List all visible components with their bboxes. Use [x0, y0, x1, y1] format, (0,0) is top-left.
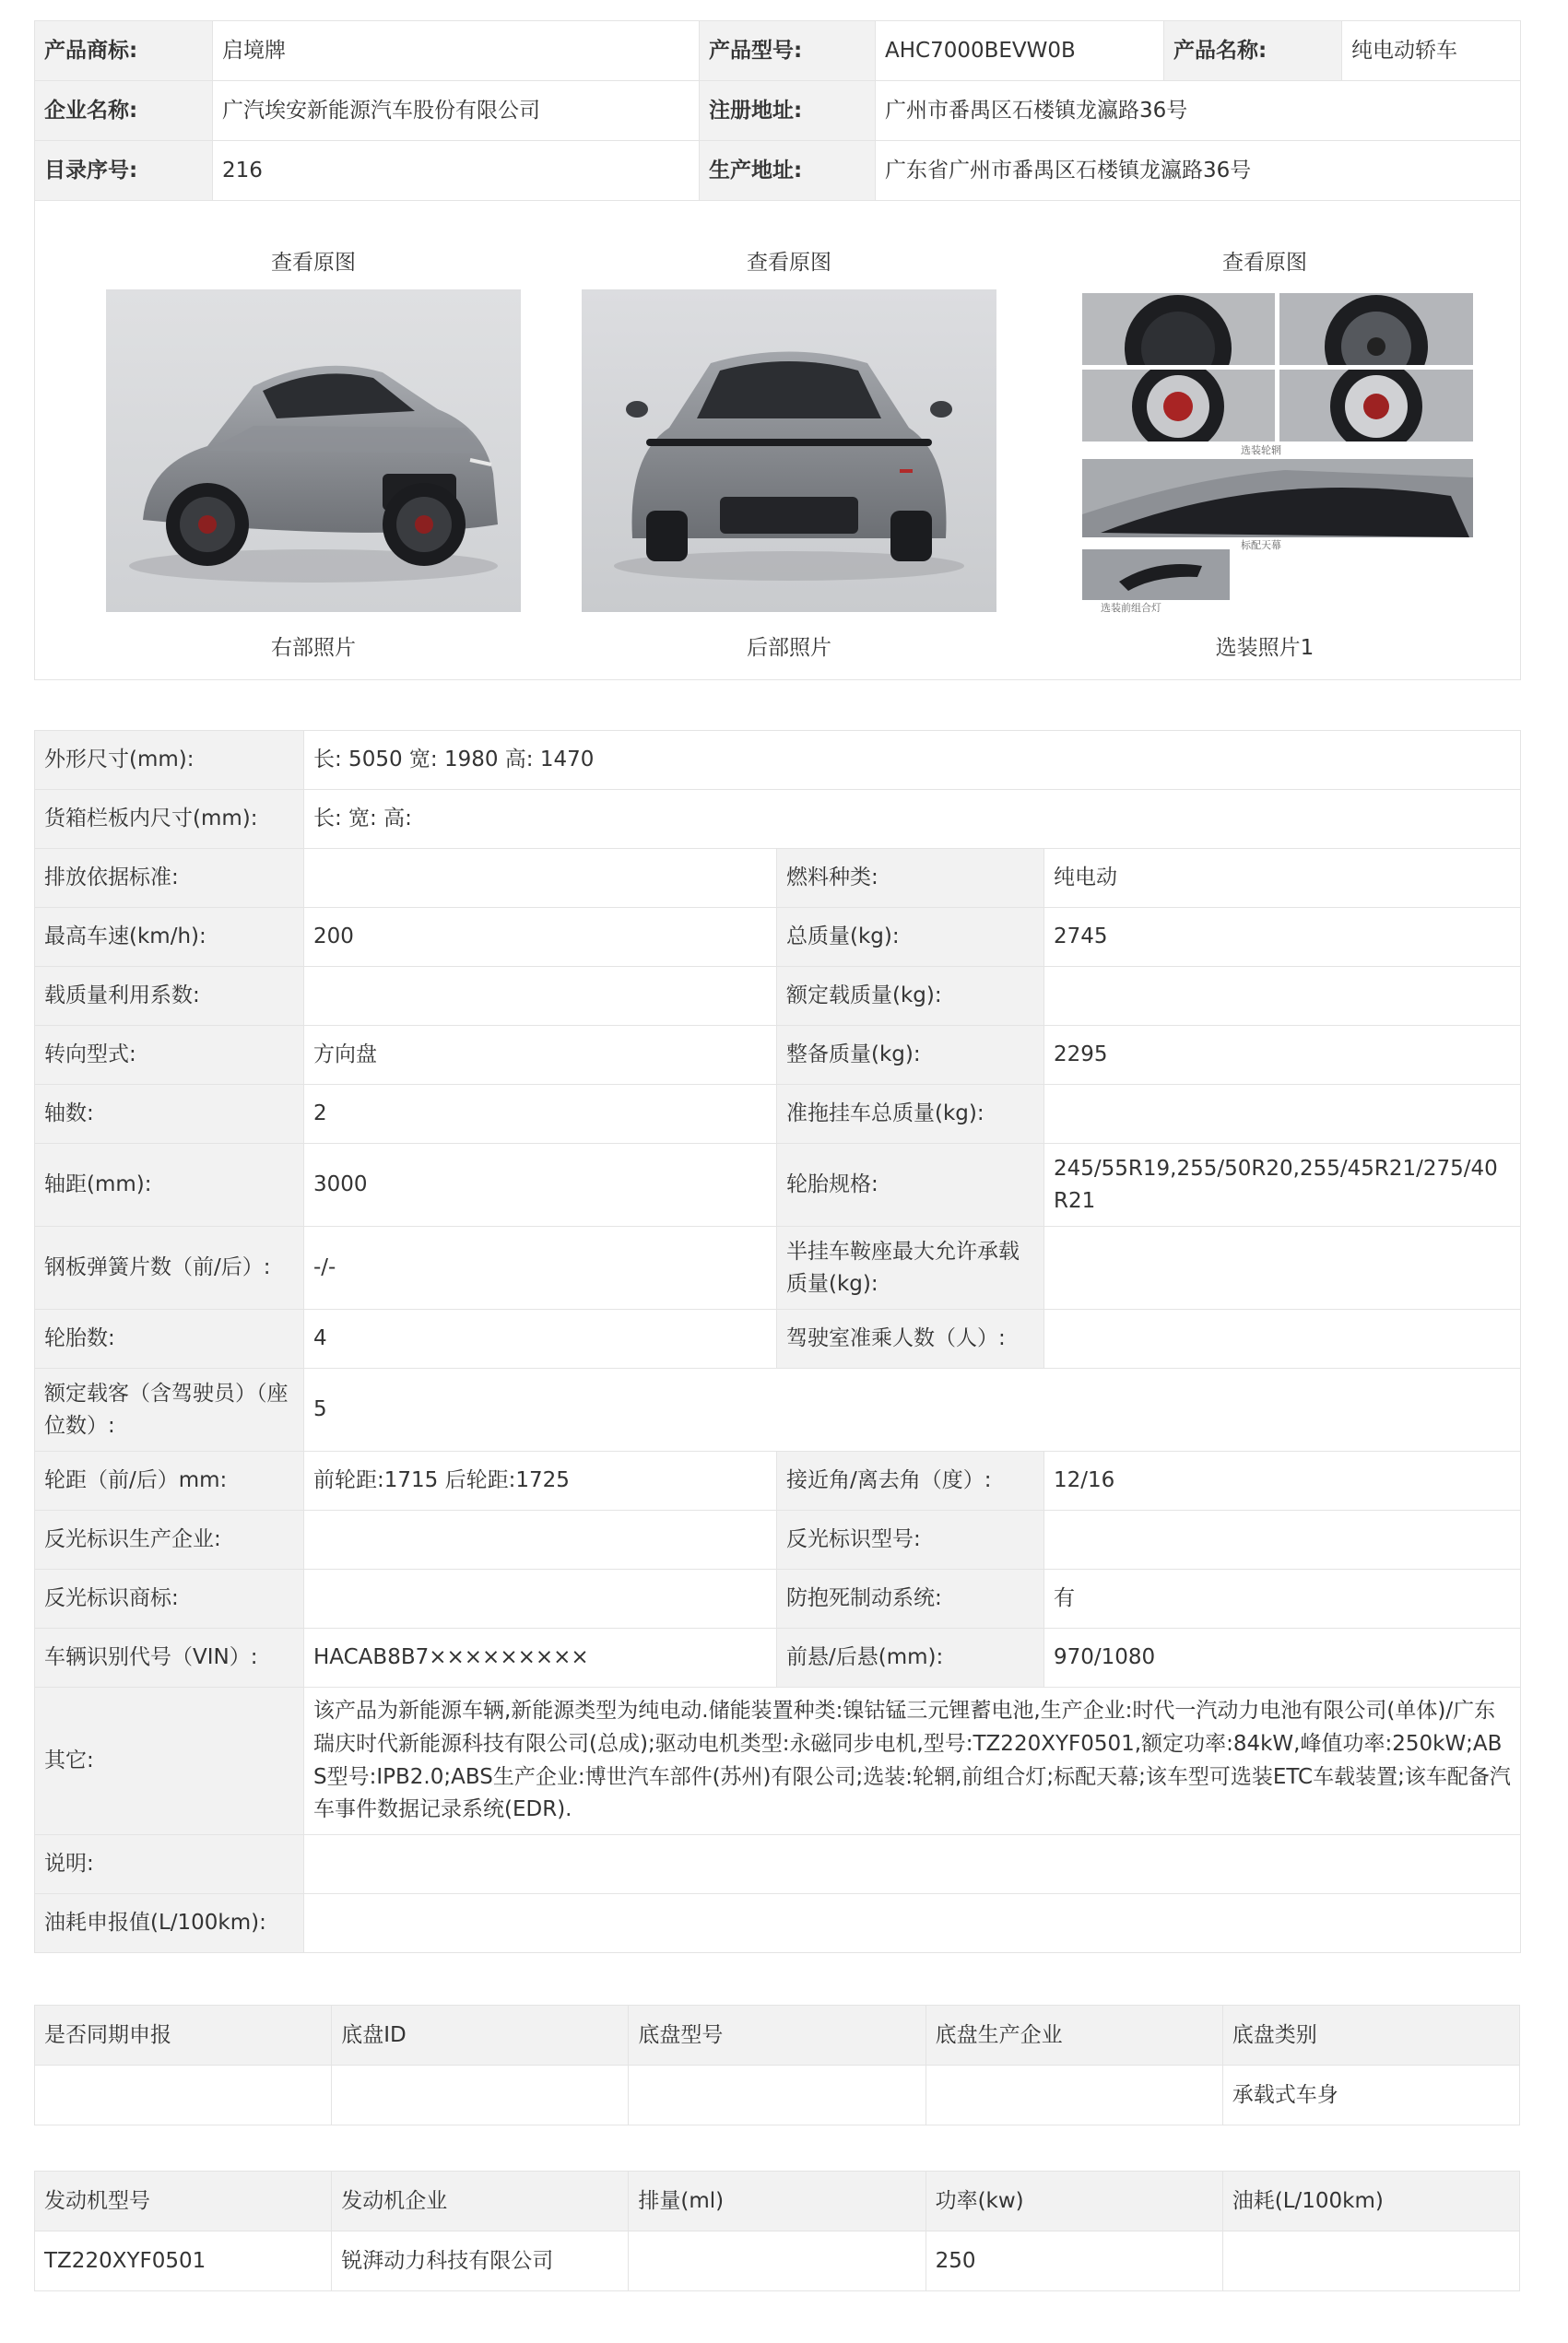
table-row: [35, 1835, 1521, 1894]
rated-load-value: [1044, 967, 1521, 1026]
table-row: [35, 21, 1521, 81]
wheelbase-label: 轴距(mm):: [35, 1144, 304, 1227]
table-row: [35, 1894, 1521, 1953]
prod-address-value: 广东省广州市番禺区石楼镇龙瀛路36号: [876, 141, 1521, 201]
reflect-brand-value: [304, 1570, 777, 1629]
curb-mass-value: 2295: [1044, 1026, 1521, 1085]
company-label: 企业名称:: [35, 81, 213, 141]
reflect-company-label: 反光标识生产企业:: [35, 1511, 304, 1570]
headlamp-tile: [1082, 549, 1230, 600]
fuel-label: 燃料种类:: [777, 849, 1044, 908]
car-rear-image: [582, 289, 996, 612]
wheel-image: [1279, 293, 1473, 365]
wheel-tile: [1279, 370, 1473, 442]
steering-label: 转向型式:: [35, 1026, 304, 1085]
engine-cell: TZ220XYF0501: [35, 2231, 332, 2291]
table-row: [35, 2231, 1520, 2291]
reflect-model-label: 反光标识型号:: [777, 1511, 1044, 1570]
angle-label: 接近角/离去角（度）:: [777, 1452, 1044, 1511]
wheel-image: [1279, 370, 1473, 442]
vin-value: HACAB8B7×××××××××: [304, 1629, 777, 1688]
track-label: 轮距（前/后）mm:: [35, 1452, 304, 1511]
chassis-cell: [332, 2066, 629, 2125]
model-label: 产品型号:: [700, 21, 876, 81]
engine-cell: [629, 2231, 925, 2291]
table-row: [35, 1085, 1521, 1144]
emission-label: 排放依据标准:: [35, 849, 304, 908]
overhang-label: 前悬/后悬(mm):: [777, 1629, 1044, 1688]
chassis-cell: [925, 2066, 1222, 2125]
photo-caption: 选装照片1: [1215, 636, 1315, 660]
chassis-cell: [629, 2066, 925, 2125]
photo-area: [35, 201, 1521, 680]
right-side-car-photo: [106, 289, 521, 612]
table-row: [35, 731, 1521, 790]
cab-label: 驾驶室准乘人数（人）:: [777, 1310, 1044, 1369]
sunroof-tile: [1082, 459, 1473, 537]
cargo-label: 货箱栏板内尺寸(mm):: [35, 790, 304, 849]
total-mass-label: 总质量(kg):: [777, 908, 1044, 967]
photo-caption: 右部照片: [271, 636, 356, 660]
fuel-value: 纯电动: [1044, 849, 1521, 908]
optional-collage: [1082, 293, 1473, 614]
reflect-model-value: [1044, 1511, 1521, 1570]
photo-row: [35, 201, 1521, 680]
engine-header: 油耗(L/100km): [1222, 2172, 1519, 2231]
company-value: 广汽埃安新能源汽车股份有限公司: [213, 81, 700, 141]
view-original-link[interactable]: 查看原图: [747, 251, 831, 275]
reg-address-value: 广州市番禺区石楼镇龙瀛路36号: [876, 81, 1521, 141]
dimensions-value: 长: 5050 宽: 1980 高: 1470: [304, 731, 1521, 790]
axles-label: 轴数:: [35, 1085, 304, 1144]
speed-value: 200: [304, 908, 777, 967]
speed-label: 最高车速(km/h):: [35, 908, 304, 967]
fuel-consumption-label: 油耗申报值(L/100km):: [35, 1894, 304, 1953]
sunroof-image: [1082, 459, 1473, 537]
chassis-header: 底盘生产企业: [925, 2006, 1222, 2066]
saddle-label: 半挂车鞍座最大允许承载质量(kg):: [777, 1227, 1044, 1310]
table-row: [35, 1369, 1521, 1452]
brand-value: 启境牌: [213, 21, 700, 81]
table-row: [35, 849, 1521, 908]
reflect-brand-label: 反光标识商标:: [35, 1570, 304, 1629]
trailer-label: 准拖挂车总质量(kg):: [777, 1085, 1044, 1144]
table-row: [35, 1688, 1521, 1835]
car-side-image: [106, 289, 521, 612]
chassis-table: [34, 2005, 1520, 2125]
table-header-row: [35, 2172, 1520, 2231]
overhang-value: 970/1080: [1044, 1629, 1521, 1688]
chassis-cell: [35, 2066, 332, 2125]
tires-label: 轮胎数:: [35, 1310, 304, 1369]
table-row: [35, 2066, 1520, 2125]
angle-value: 12/16: [1044, 1452, 1521, 1511]
tire-spec-value: 245/55R19,255/50R20,255/45R21/275/40R21: [1044, 1144, 1521, 1227]
engine-header: 排量(ml): [629, 2172, 925, 2231]
catalog-label: 目录序号:: [35, 141, 213, 201]
spring-label: 钢板弹簧片数（前/后）:: [35, 1227, 304, 1310]
table-row: [35, 967, 1521, 1026]
table-header-row: [35, 2006, 1520, 2066]
passengers-label: 额定载客（含驾驶员）（座位数）:: [35, 1369, 304, 1452]
wheel-image: [1082, 370, 1275, 442]
load-coef-value: [304, 967, 777, 1026]
view-original-link[interactable]: 查看原图: [1222, 251, 1307, 275]
chassis-header: 是否同期申报: [35, 2006, 332, 2066]
abs-value: 有: [1044, 1570, 1521, 1629]
table-row: [35, 141, 1521, 201]
note-value: [304, 1835, 1521, 1894]
note-label: 说明:: [35, 1835, 304, 1894]
chassis-header: 底盘ID: [332, 2006, 629, 2066]
fuel-consumption-value: [304, 1894, 1521, 1953]
engine-cell: 锐湃动力科技有限公司: [332, 2231, 629, 2291]
engine-header: 功率(kw): [925, 2172, 1222, 2231]
saddle-value: [1044, 1227, 1521, 1310]
abs-label: 防抱死制动系统:: [777, 1570, 1044, 1629]
emission-value: [304, 849, 777, 908]
catalog-value: 216: [213, 141, 700, 201]
table-row: [35, 81, 1521, 141]
wheel-tile: [1082, 370, 1275, 442]
spec-table: [34, 730, 1521, 1953]
wheel-tile: [1279, 293, 1473, 365]
chassis-header: 底盘类别: [1222, 2006, 1519, 2066]
track-value: 前轮距:1715 后轮距:1725: [304, 1452, 777, 1511]
dimensions-label: 外形尺寸(mm):: [35, 731, 304, 790]
table-row: [35, 1452, 1521, 1511]
other-label: 其它:: [35, 1688, 304, 1835]
load-coef-label: 载质量利用系数:: [35, 967, 304, 1026]
trailer-value: [1044, 1085, 1521, 1144]
table-row: [35, 1310, 1521, 1369]
reflect-company-value: [304, 1511, 777, 1570]
prod-address-label: 生产地址:: [700, 141, 876, 201]
engine-header: 发动机型号: [35, 2172, 332, 2231]
table-row: [35, 1026, 1521, 1085]
table-row: [35, 790, 1521, 849]
steering-value: 方向盘: [304, 1026, 777, 1085]
tires-value: 4: [304, 1310, 777, 1369]
engine-cell: 250: [925, 2231, 1222, 2291]
collage-label: 选装轮辋: [1241, 444, 1281, 456]
wheelbase-value: 3000: [304, 1144, 777, 1227]
reg-address-label: 注册地址:: [700, 81, 876, 141]
vin-label: 车辆识别代号（VIN）:: [35, 1629, 304, 1688]
headlamp-image: [1082, 549, 1230, 600]
product-name-label: 产品名称:: [1164, 21, 1342, 81]
passengers-value: 5: [304, 1369, 1521, 1452]
rear-car-photo: [582, 289, 996, 612]
view-original-link[interactable]: 查看原图: [271, 251, 356, 275]
cab-value: [1044, 1310, 1521, 1369]
tire-spec-label: 轮胎规格:: [777, 1144, 1044, 1227]
model-value: AHC7000BEVW0B: [876, 21, 1164, 81]
collage-label: 选装前组合灯: [1101, 602, 1161, 614]
wheel-tile: [1082, 293, 1275, 365]
photo-caption: 后部照片: [747, 636, 831, 660]
table-row: [35, 1511, 1521, 1570]
table-row: [35, 1227, 1521, 1310]
curb-mass-label: 整备质量(kg):: [777, 1026, 1044, 1085]
engine-header: 发动机企业: [332, 2172, 629, 2231]
product-info-table: [34, 20, 1521, 680]
table-row: [35, 1570, 1521, 1629]
spring-value: -/-: [304, 1227, 777, 1310]
axles-value: 2: [304, 1085, 777, 1144]
product-name-value: 纯电动轿车: [1342, 21, 1521, 81]
brand-label: 产品商标:: [35, 21, 213, 81]
total-mass-value: 2745: [1044, 908, 1521, 967]
chassis-header: 底盘型号: [629, 2006, 925, 2066]
cargo-value: 长: 宽: 高:: [304, 790, 1521, 849]
table-row: [35, 908, 1521, 967]
engine-cell: [1222, 2231, 1519, 2291]
other-value: 该产品为新能源车辆,新能源类型为纯电动.储能装置种类:镍钴锰三元锂蓄电池,生产企业:时代一汽动力电池有限公司(单体)/广东瑞庆时代新能源科技有限公司(总成);驱动电机类型:永磁同步电机,型号:TZ220XYF0501,额定功率:84kW,峰值功率:250kW;ABS型号:IPB2.0;ABS生产企业:博世汽车部件(苏州)有限公司;选装:轮辋,前组合灯;标配天幕;该车型可选装ETC车载装置;该车配备汽车事件数据记录系统(EDR).: [304, 1688, 1521, 1835]
table-row: [35, 1144, 1521, 1227]
table-row: [35, 1629, 1521, 1688]
chassis-cell: 承载式车身: [1222, 2066, 1519, 2125]
engine-table: [34, 2171, 1520, 2291]
collage-label: 标配天幕: [1241, 539, 1281, 551]
rated-load-label: 额定载质量(kg):: [777, 967, 1044, 1026]
wheel-image: [1082, 293, 1275, 365]
